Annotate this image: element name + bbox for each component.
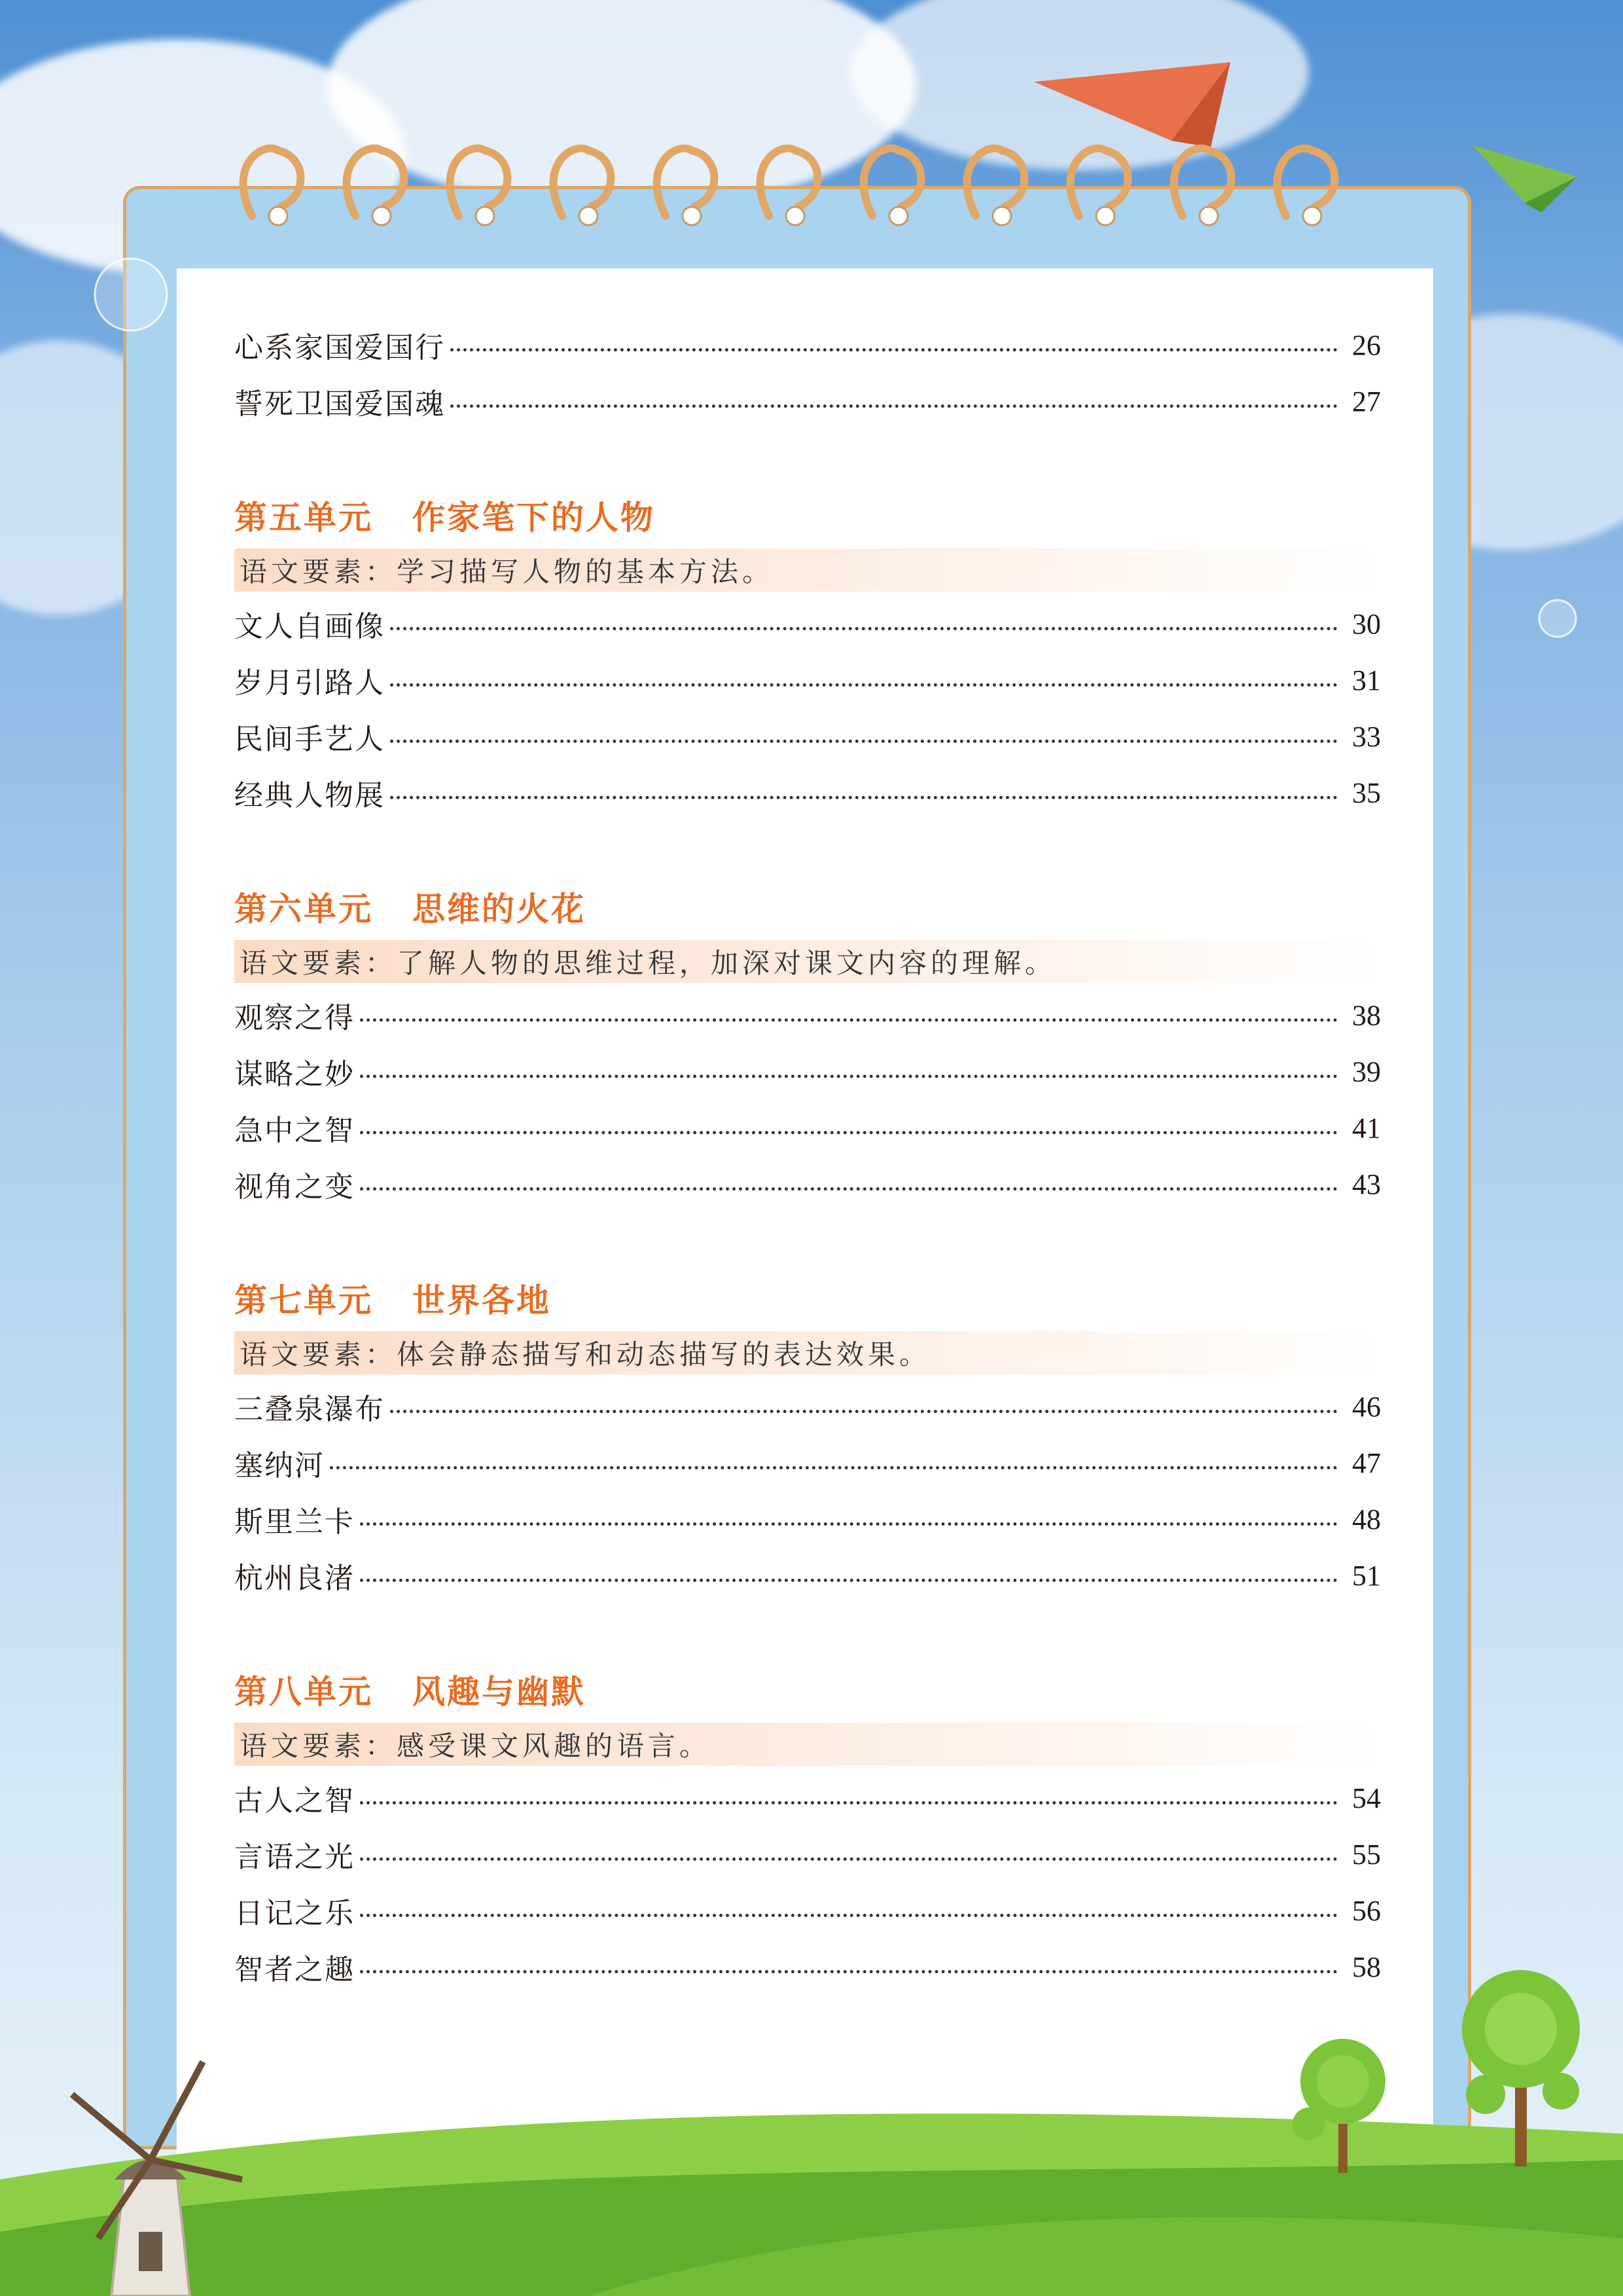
toc-entry-page: 41 bbox=[1352, 1111, 1381, 1144]
toc-entry-page: 30 bbox=[1352, 607, 1381, 640]
toc-entry[interactable] bbox=[234, 1770, 1381, 1826]
toc-entry[interactable] bbox=[234, 596, 1381, 652]
toc-entry-page: 27 bbox=[1352, 385, 1381, 418]
toc-entry-title: 文人自画像 bbox=[234, 610, 385, 643]
unit-number: 第七单元 bbox=[234, 1281, 373, 1319]
unit-theme: 思维的火花 bbox=[412, 889, 586, 928]
toc-entry-page: 26 bbox=[1352, 329, 1381, 361]
toc-leader-dots bbox=[390, 796, 1338, 799]
toc-entry[interactable] bbox=[234, 1156, 1381, 1212]
toc-entry[interactable] bbox=[234, 373, 1381, 429]
unit-number: 第八单元 bbox=[234, 1672, 373, 1711]
toc-entry-page: 35 bbox=[1352, 776, 1381, 809]
unit-heading bbox=[234, 1270, 1381, 1326]
toc-leader-dots bbox=[360, 1522, 1338, 1526]
toc-leader-dots bbox=[360, 1018, 1338, 1022]
toc-entry-title: 塞纳河 bbox=[234, 1449, 325, 1482]
toc-entry-title: 岁月引路人 bbox=[234, 666, 385, 700]
toc-entry[interactable] bbox=[234, 764, 1381, 821]
toc-entry-title: 观察之得 bbox=[234, 1001, 355, 1035]
toc-entry[interactable] bbox=[234, 708, 1381, 764]
toc-entry-title: 杭州良渚 bbox=[234, 1562, 355, 1595]
toc-leader-dots bbox=[360, 1579, 1338, 1582]
toc-entry[interactable] bbox=[234, 317, 1381, 373]
toc-entry-title: 谋略之妙 bbox=[234, 1058, 355, 1091]
toc-leader-dots bbox=[360, 1187, 1338, 1191]
unit-section bbox=[234, 487, 1381, 821]
toc-leader-dots bbox=[360, 1914, 1338, 1917]
unit-heading bbox=[234, 1661, 1381, 1717]
toc-entry-title: 日记之乐 bbox=[234, 1897, 355, 1930]
toc-leader-dots bbox=[360, 1075, 1338, 1078]
unit-section bbox=[234, 1270, 1381, 1604]
toc-leader-dots bbox=[390, 627, 1338, 630]
unit-theme: 作家笔下的人物 bbox=[412, 498, 655, 537]
language-element-text: 语文要素：感受课文风趣的语言。 bbox=[240, 1730, 711, 1762]
toc-entry[interactable] bbox=[234, 1043, 1381, 1100]
toc-entry[interactable] bbox=[234, 1939, 1381, 1995]
toc-entry-title: 急中之智 bbox=[234, 1114, 355, 1147]
toc-entry-title: 言语之光 bbox=[234, 1840, 355, 1874]
cloud bbox=[327, 0, 916, 209]
toc-entry-title: 民间手艺人 bbox=[234, 723, 385, 756]
language-element-text: 语文要素：了解人物的思维过程，加深对课文内容的理解。 bbox=[240, 947, 1057, 979]
toc-leader-dots bbox=[390, 683, 1338, 687]
toc-entry[interactable] bbox=[234, 987, 1381, 1043]
unit-heading bbox=[234, 487, 1381, 543]
toc-entry-title: 斯里兰卡 bbox=[234, 1505, 355, 1539]
toc-entry-title: 经典人物展 bbox=[234, 779, 385, 812]
language-element-band bbox=[234, 940, 1381, 983]
toc-entry[interactable] bbox=[234, 1826, 1381, 1882]
toc-entry[interactable] bbox=[234, 1491, 1381, 1547]
unit-section bbox=[234, 878, 1381, 1212]
language-element-text: 语文要素：体会静态描写和动态描写的表达效果。 bbox=[240, 1338, 931, 1371]
toc-entry[interactable] bbox=[234, 1378, 1381, 1435]
toc-entry-title: 心系家国爱国行 bbox=[234, 331, 445, 365]
toc-leader-dots bbox=[360, 1801, 1338, 1804]
toc-leader-dots bbox=[360, 1131, 1338, 1134]
toc-entry-page: 31 bbox=[1352, 664, 1381, 696]
toc-leader-dots bbox=[390, 740, 1338, 743]
toc-leader-dots bbox=[390, 1410, 1338, 1413]
units bbox=[234, 487, 1381, 1995]
unit-number: 第五单元 bbox=[234, 498, 373, 537]
toc-entry-page: 54 bbox=[1352, 1782, 1381, 1814]
table-of-contents bbox=[234, 317, 1381, 1995]
toc-entry[interactable] bbox=[234, 1435, 1381, 1491]
toc-entry-title: 誓死卫国爱国魂 bbox=[234, 387, 445, 421]
toc-leader-dots bbox=[360, 1970, 1338, 1973]
toc-entry-page: 48 bbox=[1352, 1503, 1381, 1535]
unit-heading bbox=[234, 878, 1381, 935]
toc-entry-page: 58 bbox=[1352, 1950, 1381, 1983]
toc-entry-title: 智者之趣 bbox=[234, 1953, 355, 1986]
cloud bbox=[851, 0, 1309, 170]
toc-leader-dots bbox=[450, 404, 1338, 408]
language-element-band bbox=[234, 548, 1381, 592]
toc-entry-page: 46 bbox=[1352, 1390, 1381, 1423]
language-element-band bbox=[234, 1723, 1381, 1766]
toc-leader-dots bbox=[360, 1857, 1338, 1861]
language-element-band bbox=[234, 1331, 1381, 1374]
unit-theme: 风趣与幽默 bbox=[412, 1672, 586, 1711]
toc-entry-page: 55 bbox=[1352, 1838, 1381, 1871]
toc-entry-page: 51 bbox=[1352, 1559, 1381, 1592]
toc-entry-page: 39 bbox=[1352, 1055, 1381, 1088]
top-entries bbox=[234, 317, 1381, 429]
toc-entry-title: 古人之智 bbox=[234, 1784, 355, 1818]
toc-entry[interactable] bbox=[234, 1547, 1381, 1604]
toc-entry-title: 三叠泉瀑布 bbox=[234, 1393, 385, 1426]
unit-section bbox=[234, 1661, 1381, 1995]
unit-number: 第六单元 bbox=[234, 889, 373, 928]
toc-entry[interactable] bbox=[234, 1100, 1381, 1156]
toc-entry-page: 47 bbox=[1352, 1446, 1381, 1479]
toc-entry-page: 33 bbox=[1352, 720, 1381, 753]
toc-entry-title: 视角之变 bbox=[234, 1170, 355, 1204]
unit-theme: 世界各地 bbox=[412, 1281, 551, 1319]
toc-entry[interactable] bbox=[234, 652, 1381, 708]
toc-leader-dots bbox=[450, 348, 1338, 351]
toc-entry-page: 38 bbox=[1352, 999, 1381, 1031]
toc-entry-page: 43 bbox=[1352, 1168, 1381, 1200]
toc-entry[interactable] bbox=[234, 1882, 1381, 1939]
toc-entry-page: 56 bbox=[1352, 1894, 1381, 1927]
toc-leader-dots bbox=[330, 1466, 1338, 1469]
language-element-text: 语文要素：学习描写人物的基本方法。 bbox=[240, 556, 774, 588]
